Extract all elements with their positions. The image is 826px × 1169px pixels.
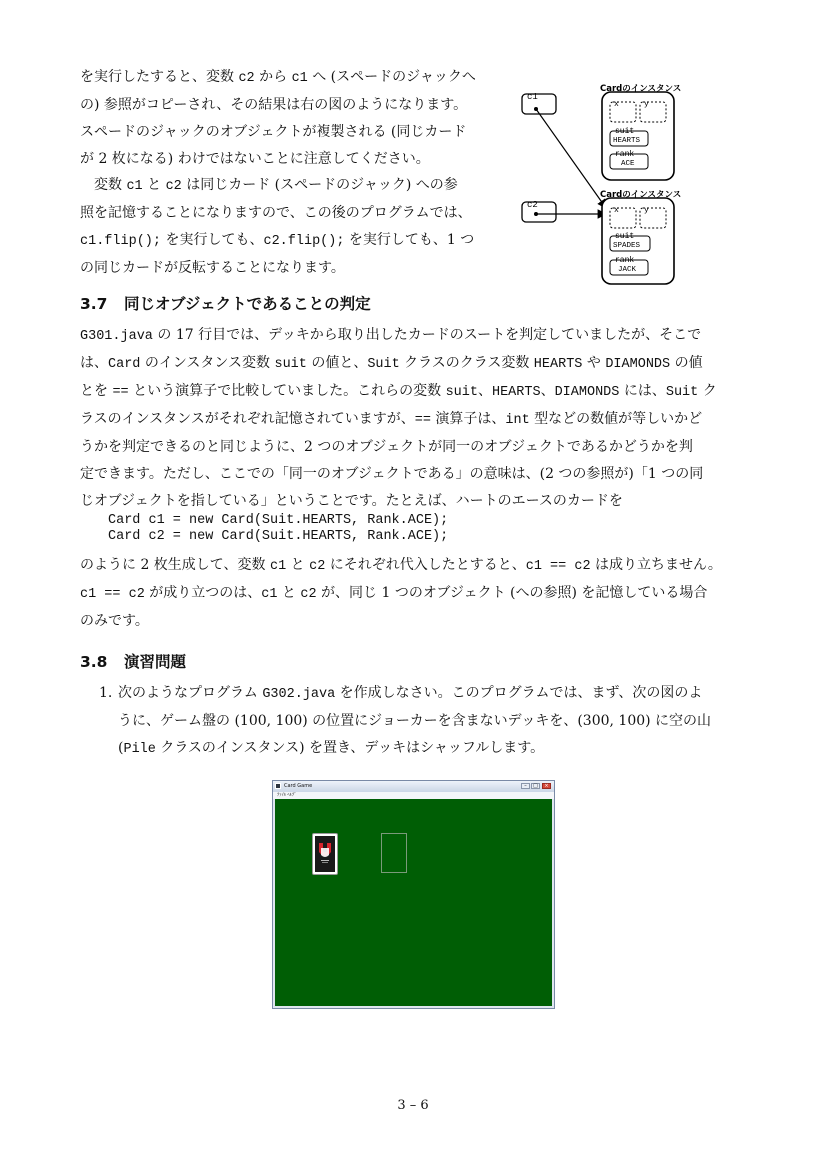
window-menubar[interactable]: ﾌｧｲﾙ ﾍﾙﾌﾟ [273,792,554,799]
svg-text:Cardのインスタンス: Cardのインスタンス [600,190,682,200]
svg-text:suit: suit [615,127,635,136]
game-board [275,799,552,1006]
body-line-1: G301.java の 17 行目では、デッキから取り出したカードのスートを判定していましたが、そこで [80,327,702,344]
svg-text:ACE: ACE [621,160,635,168]
svg-text:x: x [614,206,619,215]
section-3-7-body [80,322,720,515]
svg-text:suit: suit [615,232,635,241]
card-back-logo-icon [317,840,333,866]
intro-line-3: スペードのジャックのオブジェクトが複製される (同じカード [80,124,467,140]
intro-paragraph [80,64,480,173]
after-code-paragraph [80,552,730,635]
svg-text:x: x [614,100,619,109]
reference-line-4: の同じカードが反転することになります。 [80,260,345,276]
body-line-6: 定できます。ただし、ここでの「同一のオブジェクトである」の意味は、(2 つの参照が)「1 つの同 [80,466,704,482]
intro-line-4: が 2 枚になる) わけではないことに注意してください。 [80,151,430,167]
var-c1-label: c1 [527,92,538,102]
intro-line-2: の) 参照がコピーされ、その結果は右の図のようになります。 [80,97,468,113]
svg-text:SPADES: SPADES [613,242,641,250]
svg-text:HEARTS: HEARTS [613,137,641,145]
body-line-7: じオブジェクトを指している」ということです。たとえば、ハートのエースのカードを [80,493,623,509]
reference-line-2: 照を記憶することになりますので、この後のプログラムでは、 [80,205,472,221]
section-heading-3-7: 3.7 同じオブジェクトであることの判定 [80,295,371,313]
svg-text:JACK: JACK [618,266,637,274]
card-instance-spades-jack [600,190,681,284]
code-line-2: Card c2 = new Card(Suit.HEARTS, Rank.ACE); [108,529,449,544]
exercise-line-1: 次のようなプログラム G302.java を作成しなさい。このプログラムでは、まず、次の図のよ [118,685,703,702]
empty-pile[interactable] [381,833,407,873]
after-code-line-3: のみです。 [80,613,149,629]
reference-line-3: c1.flip(); を実行しても、c2.flip(); を実行しても、1 つ [80,232,475,249]
svg-text:rank: rank [615,256,635,265]
exercise-number: 1. [99,685,113,701]
game-window-screenshot [272,780,555,1009]
code-line-1: Card c1 = new Card(Suit.HEARTS, Rank.ACE); [108,513,449,528]
section-heading-3-8: 3.8 演習問題 [80,653,187,671]
svg-text:y: y [644,100,649,109]
reference-diagram [514,78,690,288]
body-line-5: うかを判定できるのと同じように、2 つのオブジェクトが同一のオブジェクトであるかどうかを判 [80,439,693,455]
exercise-line-2: うに、ゲーム盤の (100, 100) の位置にジョーカーを含まないデッキを、(300, 100) に空の山 [118,713,712,729]
reference-paragraph [80,172,480,282]
body-line-2: は、Card のインスタンス変数 suit の値と、Suit クラスのクラス変数 HEARTS や DIAMONDS の値 [80,355,703,372]
maximize-icon[interactable]: □ [531,783,540,789]
body-line-4: ラスのインスタンスがそれぞれ記憶されていますが、== 演算子は、int 型などの数値が等しいかど [80,411,703,428]
deck-card-back[interactable] [312,833,338,875]
after-code-line-1: のように 2 枚生成して、変数 c1 と c2 にそれぞれ代入したとすると、c1 == c2 は成り立ちません。 [80,557,722,574]
minimize-icon[interactable]: – [521,783,530,789]
body-line-3: とを == という演算子で比較していました。これらの変数 suit、HEARTS、DIAMONDS には、Suit ク [80,383,717,400]
exercise-item-1 [99,680,718,763]
svg-text:y: y [644,206,649,215]
card-instance-hearts-ace [600,84,681,180]
svg-text:rank: rank [615,150,635,159]
app-icon [275,783,281,789]
window-title: Card Game [284,783,313,789]
close-icon[interactable]: × [542,783,551,789]
code-block [108,513,448,545]
window-titlebar [273,781,554,792]
var-c2-label: c2 [527,200,538,210]
intro-line-1: を実行したすると、変数 c2 から c1 へ (スペードのジャックへ [80,69,476,86]
reference-line-1: 変数 c1 と c2 は同じカード (スペードのジャック) への参 [94,177,458,194]
after-code-line-2: c1 == c2 が成り立つのは、c1 と c2 が、同じ 1 つのオブジェクト (への参照) を記憶している場合 [80,585,708,602]
svg-text:Cardのインスタンス: Cardのインスタンス [600,84,682,94]
page-number: 3 – 6 [397,1098,429,1113]
exercise-line-3: (Pile クラスのインスタンス) を置き、デッキはシャッフルします。 [118,740,545,757]
